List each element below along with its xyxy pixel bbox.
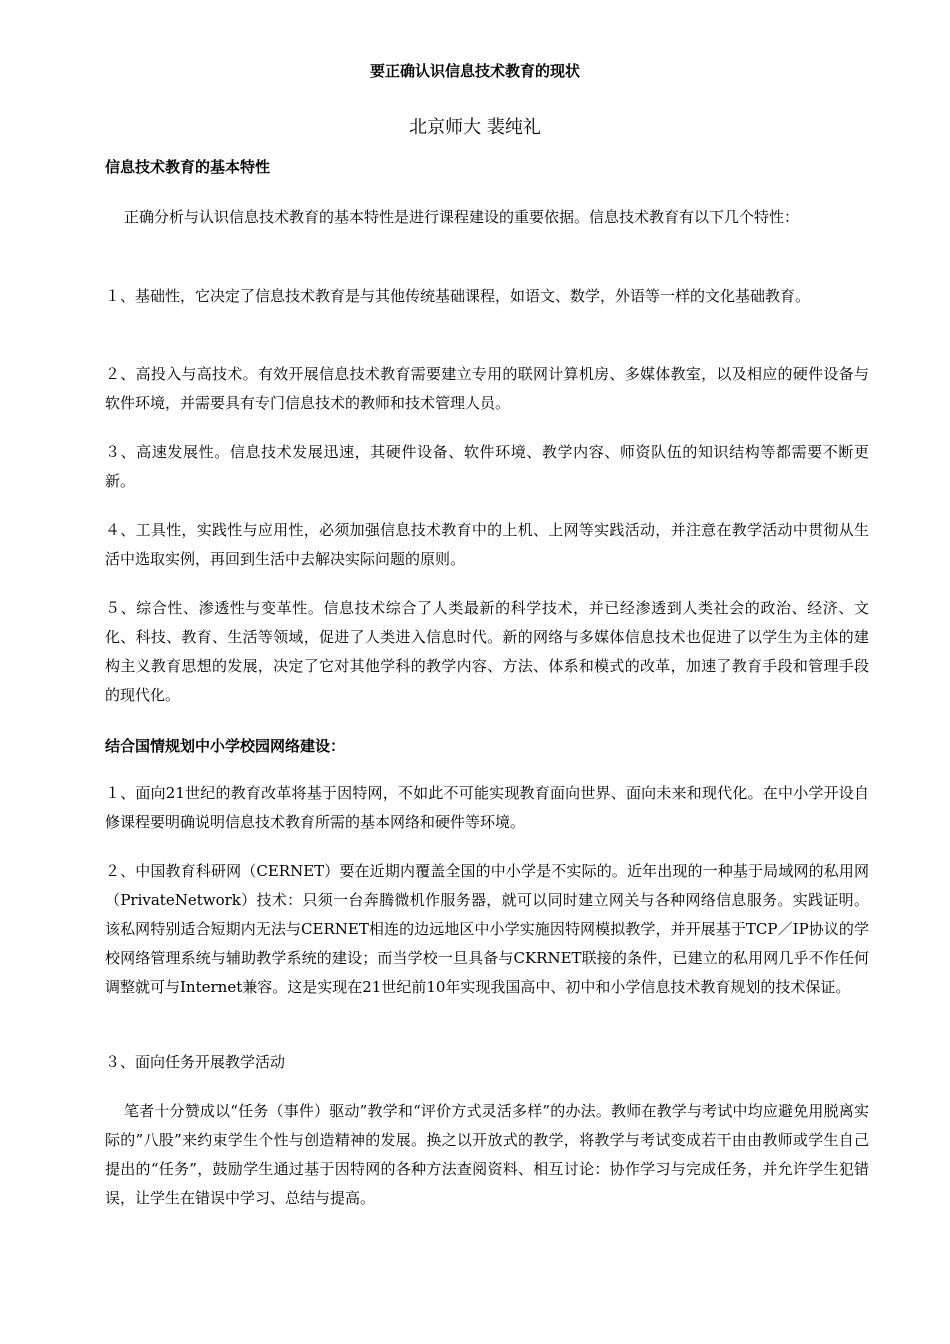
list-item: ５、综合性、渗透性与变革性。信息技术综合了人类最新的科学技术，并已经渗透到人类社会的政治、经济、文化、科技、教育、生活等领域，促进了人类进入信息时代。新的网络与多媒体信息技术也促进了以学生为主体的建构主义教育思想的发展，决定了它对其他学科的教学内容、方法、体系和模式的改革，加速了教育手段和管理手段的现代化。	[105, 599, 869, 704]
list-item: ３、面向任务开展教学活动	[105, 1053, 286, 1071]
list-item: ４、工具性，实践性与应用性，必须加强信息技术教育中的上机、上网等实践活动，并注意在教学活动中贯彻从生活中选取实例，再回到生活中去解决实际问题的原则。	[105, 521, 869, 568]
section-heading: 信息技术教育的基本特性	[105, 158, 271, 176]
intro-paragraph: 正确分析与认识信息技术教育的基本特性是进行课程建设的重要依据。信息技术教育有以下几个特性：	[124, 208, 800, 226]
document-author: 北京师大 裴纯礼	[409, 117, 541, 138]
section-heading: 结合国情规划中小学校园网络建设：	[105, 737, 346, 755]
list-item: ３、高速发展性。信息技术发展迅速，其硬件设备、软件环境、教学内容、师资队伍的知识结构等都需要不断更新。	[105, 443, 869, 490]
list-item: １、面向21世纪的教育改革将基于因特网，不如此不可能实现教育面向世界、面向未来和现代化。在中小学开设自修课程要明确说明信息技术教育所需的基本网络和硬件等环境。	[105, 784, 869, 831]
closing-paragraph: 笔者十分赞成以“任务（事件）驱动”教学和“评价方式灵活多样”的办法。教师在教学与考试中均应避免用脱离实际的”八股”来约束学生个性与创造精神的发展。换之以开放式的教学，将教学与考试变成若干由由教师或学生自己提出的“任务”，鼓励学生通过基于因特网的各种方法查阅资料、相互讨论：协作学习与完成任务，并允许学生犯错误，让学生在错误中学习、总结与提高。	[105, 1102, 869, 1207]
document-title: 要正确认识信息技术教育的现状	[369, 62, 580, 80]
list-item: ２、中国教育科研网（CERNET）要在近期内覆盖全国的中小学是不实际的。近年出现的一种基于局域网的私用网（PrivateNetwork）技术：只须一台奔腾微机作服务器，就可以同时建立网关与各种网络信息服务。实践证明。该私网特别适合短期内无法与CERNET相连的边远地区中小学实施因特网模拟教学，并开展基于TCP／IP协议的学校网络管理系统与辅助教学系统的建设；而当学校一旦具备与CKRNET联接的条件，已建立的私用网几乎不作任何调整就可与Internet兼容。这是实现在21世纪前10年实现我国高中、初中和小学信息技术教育规划的技术保证。	[105, 862, 869, 996]
list-item: ２、高投入与高技术。有效开展信息技术教育需要建立专用的联网计算机房、多媒体教室，以及相应的硬件设备与软件环境，并需要具有专门信息技术的教师和技术管理人员。	[105, 365, 869, 412]
list-item: １、基础性，它决定了信息技术教育是与其他传统基础课程，如语文、数学，外语等一样的文化基础教育。	[105, 287, 811, 305]
